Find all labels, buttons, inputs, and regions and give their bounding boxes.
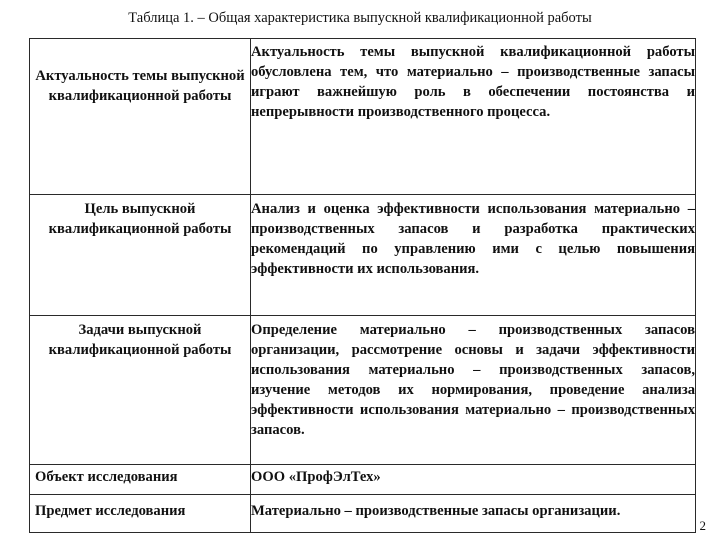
row-value: Анализ и оценка эффективности использования материально – производственных запасов и разработка практических рекомендаций по управлению ими с целью повышения эффективности их использования.: [251, 195, 696, 316]
table-row: [30, 465, 696, 495]
characteristics-table: [29, 38, 696, 533]
table-row: [30, 39, 696, 195]
row-label: Актуальность темы выпускной квалификационной работы: [30, 39, 251, 195]
row-label: Предмет исследования: [30, 495, 251, 533]
row-value: ООО «ПрофЭлТех»: [251, 465, 696, 495]
table-caption: Таблица 1. – Общая характеристика выпускной квалификационной работы: [128, 10, 592, 26]
row-value: Актуальность темы выпускной квалификационной работы обусловлена тем, что материально – производственные запасы играют важнейшую роль в обеспечении постоянства и непрерывности производственного процесса.: [251, 39, 696, 195]
page-number: 2: [699, 518, 706, 533]
row-label: Цель выпускной квалификационной работы: [30, 195, 251, 316]
row-value: Определение материально – производственных запасов организации, рассмотрение основы и задачи эффективности использования материально – производственных запасов, изучение методов их нормирования, проведение анализа эффективности использования материально – производственных запасов.: [251, 316, 696, 465]
row-label: Объект исследования: [30, 465, 251, 495]
table-row: [30, 316, 696, 465]
row-value: Материально – производственные запасы организации.: [251, 495, 696, 533]
row-label: Задачи выпускной квалификационной работы: [30, 316, 251, 465]
table-row: [30, 195, 696, 316]
table-row: [30, 495, 696, 533]
